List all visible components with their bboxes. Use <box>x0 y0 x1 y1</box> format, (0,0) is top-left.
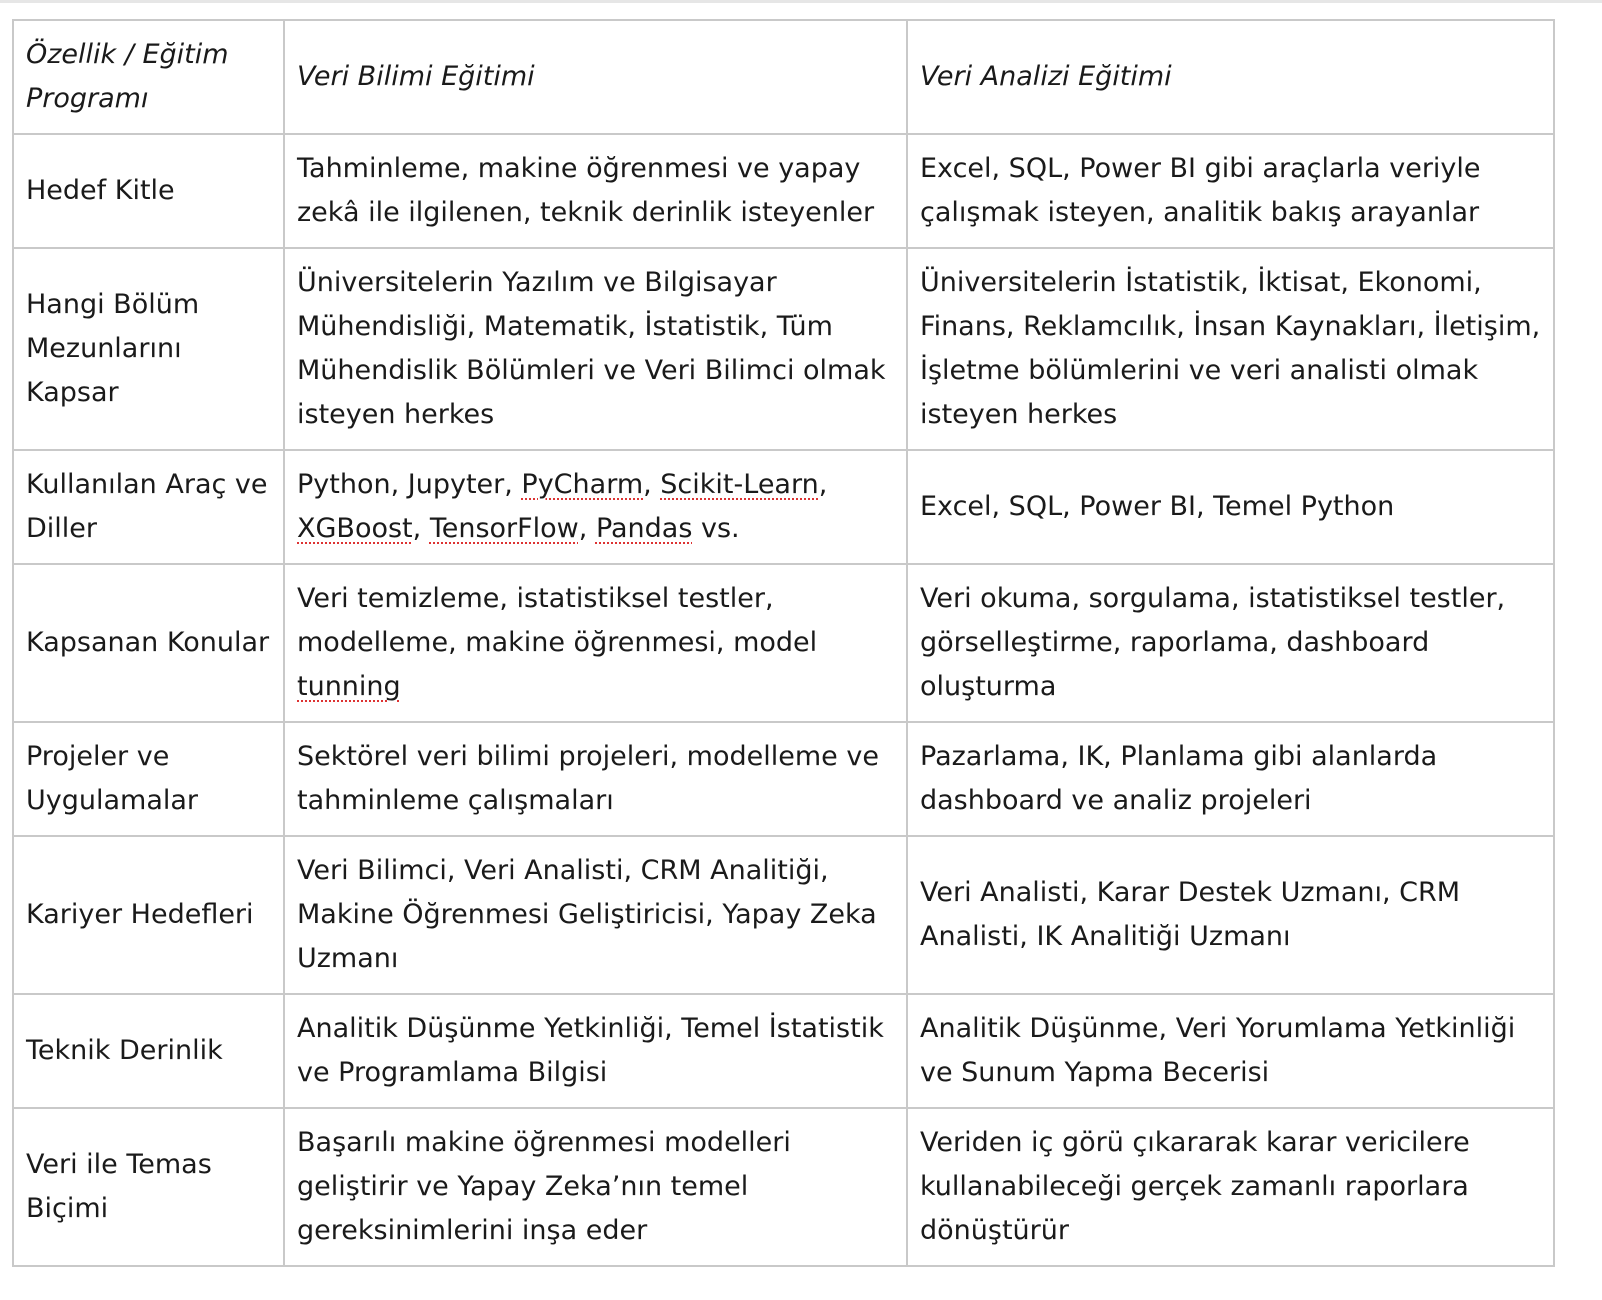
text-segment: vs. <box>692 513 740 544</box>
cell-data-analysis: Excel, SQL, Power BI, Temel Python <box>907 450 1554 564</box>
table-row <box>13 564 1554 722</box>
comparison-table <box>12 19 1555 1267</box>
cell-feature: Projeler ve Uygulamalar <box>13 722 284 836</box>
table-body <box>13 134 1554 1266</box>
cell-data-science: Tahminleme, makine öğrenmesi ve yapay zekâ ile ilgilenen, teknik derinlik isteyenler <box>284 134 907 248</box>
table-header <box>13 20 1554 134</box>
cell-data-analysis: Veri okuma, sorgulama, istatistiksel testler, görselleştirme, raporlama, dashboard oluşturma <box>907 564 1554 722</box>
cell-feature: Kariyer Hedefleri <box>13 836 284 994</box>
header-data-analysis: Veri Analizi Eğitimi <box>907 20 1554 134</box>
text-segment: , <box>818 469 828 500</box>
cell-data-science: Veri Bilimci, Veri Analisti, CRM Analitiği, Makine Öğrenmesi Geliştiricisi, Yapay Zeka Uzmanı <box>284 836 907 994</box>
cell-feature: Teknik Derinlik <box>13 994 284 1108</box>
cell-feature: Hangi Bölüm Mezunlarını Kapsar <box>13 248 284 450</box>
text-segment: , <box>412 513 430 544</box>
cell-feature: Kapsanan Konular <box>13 564 284 722</box>
cell-data-science: Sektörel veri bilimi projeleri, modelleme ve tahminleme çalışmaları <box>284 722 907 836</box>
cell-data-analysis: Excel, SQL, Power BI gibi araçlarla veriyle çalışmak isteyen, analitik bakış arayanlar <box>907 134 1554 248</box>
cell-data-analysis: Üniversitelerin İstatistik, İktisat, Ekonomi, Finans, Reklamcılık, İnsan Kaynakları, İletişim, İşletme bölümlerini ve veri analisti olmak isteyen herkes <box>907 248 1554 450</box>
cell-feature: Veri ile Temas Biçimi <box>13 1108 284 1266</box>
cell-data-science: Başarılı makine öğrenmesi modelleri geliştirir ve Yapay Zeka’nın temel gereksinimlerini inşa eder <box>284 1108 907 1266</box>
cell-feature: Hedef Kitle <box>13 134 284 248</box>
text-segment: , <box>578 513 596 544</box>
table-row <box>13 994 1554 1108</box>
cell-data-science <box>284 450 907 564</box>
cell-data-science: Analitik Düşünme Yetkinliği, Temel İstatistik ve Programlama Bilgisi <box>284 994 907 1108</box>
cell-data-analysis: Veriden iç görü çıkararak karar vericilere kullanabileceği gerçek zamanlı raporlara dönüştürür <box>907 1108 1554 1266</box>
text-segment: Veri temizleme, istatistiksel testler, modelleme, makine öğrenmesi, model <box>297 583 818 658</box>
spellcheck-word[interactable]: XGBoost <box>297 513 413 544</box>
header-data-science: Veri Bilimi Eğitimi <box>284 20 907 134</box>
table-row <box>13 248 1554 450</box>
text-segment: Python, Jupyter, <box>297 469 522 500</box>
spellcheck-word[interactable]: tunning <box>297 671 401 702</box>
cell-data-analysis: Pazarlama, IK, Planlama gibi alanlarda dashboard ve analiz projeleri <box>907 722 1554 836</box>
table-row <box>13 1108 1554 1266</box>
table-row <box>13 836 1554 994</box>
header-feature: Özellik / Eğitim Programı <box>13 20 284 134</box>
top-edge-divider <box>0 0 1602 3</box>
spellcheck-word[interactable]: Scikit-Learn <box>660 469 819 500</box>
spellcheck-word[interactable]: Pandas <box>595 513 693 544</box>
table-row <box>13 722 1554 836</box>
cell-data-analysis: Veri Analisti, Karar Destek Uzmanı, CRM Analisti, IK Analitiği Uzmanı <box>907 836 1554 994</box>
table-row <box>13 134 1554 248</box>
spellcheck-word[interactable]: PyCharm <box>521 469 644 500</box>
cell-data-science <box>284 564 907 722</box>
header-row <box>13 20 1554 134</box>
text-segment: , <box>643 469 661 500</box>
spellcheck-word[interactable]: TensorFlow <box>429 513 579 544</box>
table-row <box>13 450 1554 564</box>
cell-feature: Kullanılan Araç ve Diller <box>13 450 284 564</box>
cell-data-science: Üniversitelerin Yazılım ve Bilgisayar Mühendisliği, Matematik, İstatistik, Tüm Mühendislik Bölümleri ve Veri Bilimci olmak isteyen herkes <box>284 248 907 450</box>
cell-data-analysis: Analitik Düşünme, Veri Yorumlama Yetkinliği ve Sunum Yapma Becerisi <box>907 994 1554 1108</box>
